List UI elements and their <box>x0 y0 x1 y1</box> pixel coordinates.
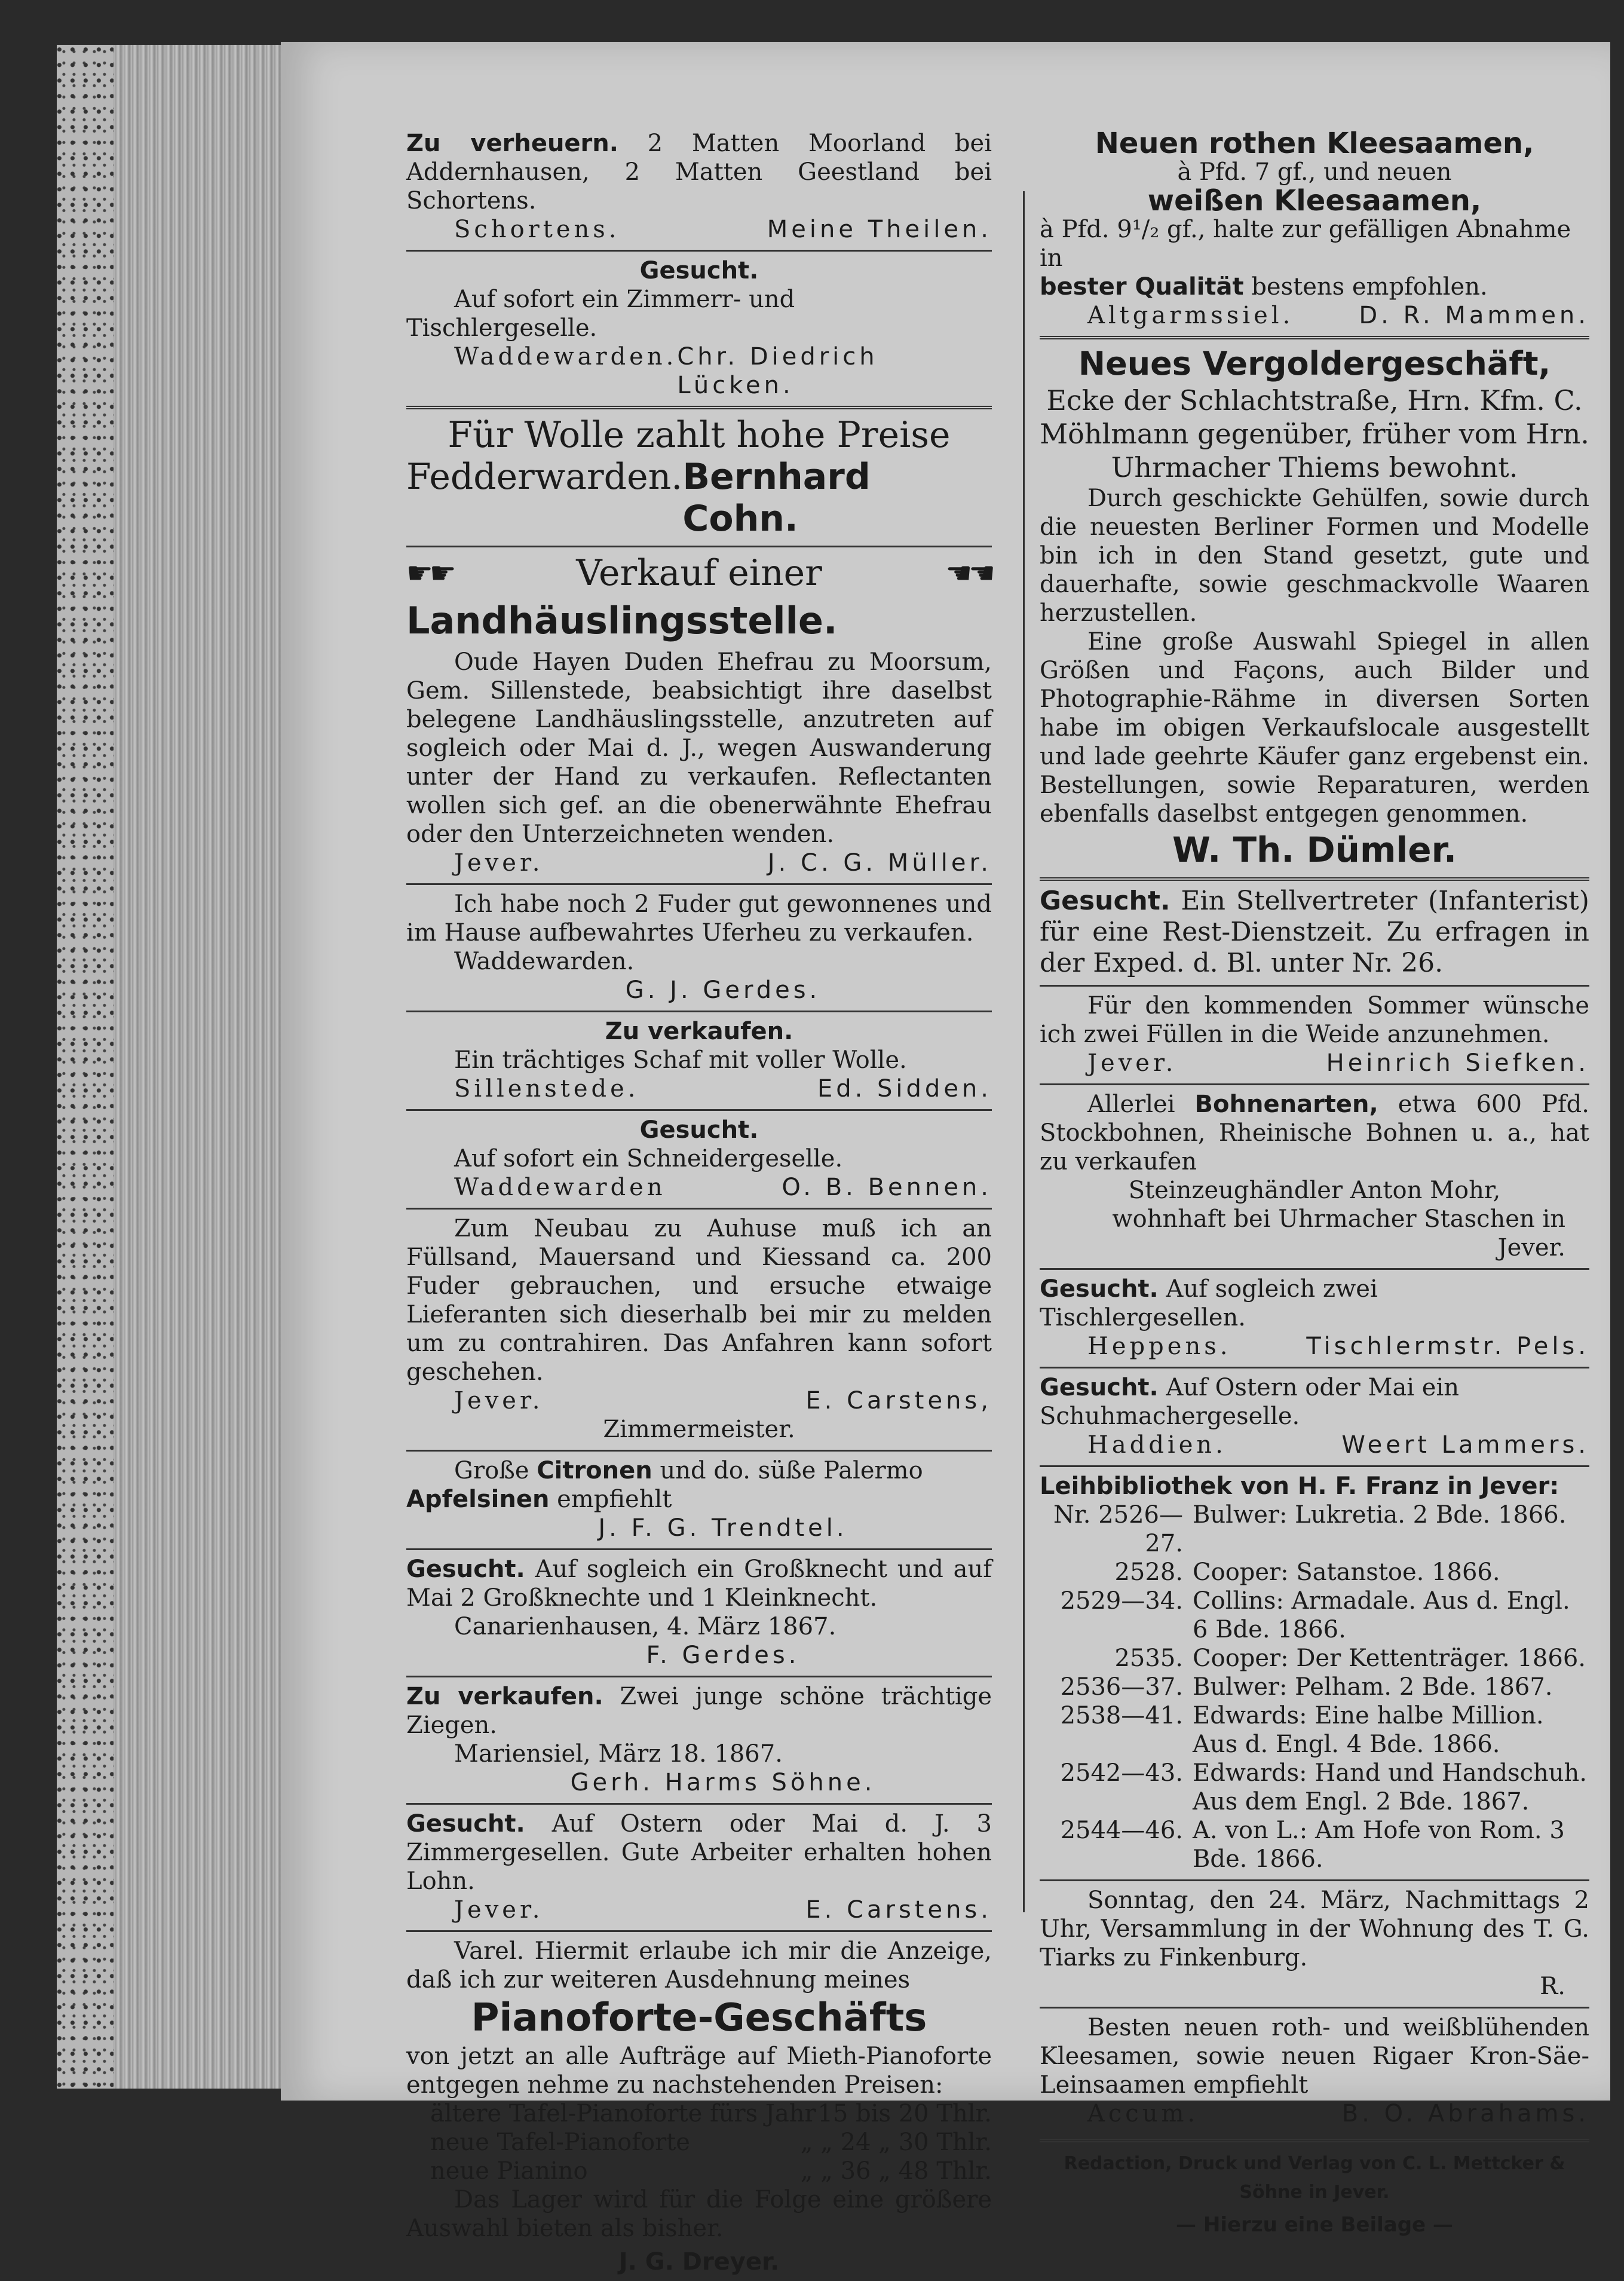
book-title: Bulwer: Lukretia. 2 Bde. 1866. <box>1193 1501 1567 1529</box>
price-item: ältere Tafel-Pianoforte fürs Jahr <box>430 2100 816 2127</box>
ad-signature: Waddewarden. Chr. Diedrich Lücken. <box>454 343 878 399</box>
ad-signature: Schortens. Meine Theilen. <box>454 216 992 243</box>
book-title: A. von L.: Am Hofe von Rom. 3 Bde. 1866. <box>1193 1817 1565 1873</box>
ad-title: Gesucht. <box>406 1810 525 1838</box>
ad-separator <box>406 546 992 547</box>
ad-separator <box>406 1676 992 1677</box>
ad-separator <box>1040 336 1589 339</box>
footer-imprint: Redaction, Druck und Verlag von C. L. Mettcker & Söhne in Jever. <box>1064 2153 1565 2203</box>
book-title: Bulwer: Pelham. 2 Bde. 1867. <box>1193 1673 1553 1701</box>
ad-separator <box>1040 1083 1589 1085</box>
ad-schaf <box>406 1014 992 1108</box>
ad-signature: Fedderwarden. Bernhard Cohn. <box>406 456 871 540</box>
ad-headline: Für Wolle zahlt hohe Preise <box>448 414 951 456</box>
ad-text: Zwei junge schöne trächtige Ziegen. <box>406 1683 992 1739</box>
book-number: Nr. 2526—27. <box>1053 1501 1183 1557</box>
book-title: Collins: Armadale. Aus d. Engl. 6 Bde. 1866. <box>1193 1587 1570 1643</box>
ad-text: Allerlei Bohnenarten, etwa 600 Pfd. Stockbohnen, Rheinische Bohnen u. a., hat zu verkaufen <box>1040 1091 1589 1175</box>
right-column <box>1040 125 1589 2237</box>
pointing-hand-right-icon: ☛☛ <box>406 556 453 590</box>
ad-grossknecht <box>406 1551 992 1674</box>
book-title: Edwards: Eine halbe Million. Aus d. Engl. 4 Bde. 1866. <box>1193 1702 1544 1758</box>
price-row <box>406 2157 992 2185</box>
book-entry <box>1040 1673 1589 1701</box>
ad-text: Auf sofort ein Schneidergeselle. <box>454 1145 843 1172</box>
ad-stellvertreter <box>1040 882 1589 984</box>
ad-schneider <box>406 1112 992 1207</box>
ad-text: Gesucht. Auf sogleich zwei Tischlergesellen. <box>1040 1275 1378 1331</box>
ad-separator <box>406 1803 992 1805</box>
ad-text: Für den kommenden Sommer wünsche ich zwei Füllen in die Weide anzunehmen. <box>1040 992 1589 1048</box>
ad-text: Große Citronen und do. süße Palermo <box>454 1457 923 1484</box>
ad-tischler <box>1040 1271 1589 1365</box>
ad-signature: G. J. Gerdes. <box>625 976 821 1004</box>
book-title: Edwards: Hand und Handschuh. Aus dem Engl. 2 Bde. 1867. <box>1193 1759 1588 1815</box>
ad-versammlung <box>1040 1882 1589 2006</box>
book-spine <box>57 45 114 2089</box>
ad-schuhmacher <box>1040 1370 1589 1464</box>
ad-vergolder <box>1040 341 1589 876</box>
ad-headline-row <box>406 552 992 594</box>
ad-separator <box>406 1109 992 1111</box>
ad-signature: Jever. E. Carstens, <box>454 1387 992 1414</box>
ad-separator <box>1040 985 1589 987</box>
ad-text: Eine große Auswahl Spiegel in allen Größen und Façons, auch Bilder und Photographie-Rähme in diversen Sorten habe im obigen Verkaufslocale ausgestellt und lade geehrte Käufer ganz ergebenst ein. Bestellungen, sowie Reparaturen, werden ebenfalls daselbst entgegen genommen. <box>1040 628 1589 828</box>
ad-separator <box>1040 1268 1589 1270</box>
ad-separator <box>406 1450 992 1452</box>
footer-rule <box>1040 2139 1589 2142</box>
ad-closing: Das Lager wird für die Folge eine größere Auswahl bieten als bisher. <box>406 2186 992 2242</box>
ad-text: Auf sofort ein Zimmerr- und Tischlergeselle. <box>406 286 795 342</box>
ad-landhaus <box>406 549 992 882</box>
book-entry <box>1040 1759 1589 1816</box>
ad-separator <box>406 250 992 252</box>
ad-neubau <box>406 1211 992 1449</box>
ad-title: Gesucht. <box>639 257 759 284</box>
left-column <box>406 125 992 2276</box>
ad-dateline: Mariensiel, März 18. 1867. <box>454 1740 783 1768</box>
ad-signature: J. F. G. Trendtel. <box>598 1514 848 1542</box>
ad-text: Besten neuen roth- und weißblühenden Kleesamen, sowie neuen Rigaer Kron-Säe-Leinsaamen empfiehlt <box>1040 2014 1589 2099</box>
ad-headline: Neuen rothen Kleesaamen, <box>1095 127 1534 160</box>
ad-text-line2: Apfelsinen empfiehlt <box>406 1486 672 1513</box>
price-row <box>406 2128 992 2157</box>
ad-signature: Accum. B. O. Abrahams. <box>1087 2100 1589 2127</box>
ad-signature: J. G. Dreyer. <box>618 2248 780 2276</box>
book-number: 2535. <box>1114 1645 1183 1672</box>
ad-fuellen <box>1040 988 1589 1082</box>
book-entry <box>1040 1587 1589 1644</box>
ad-zimmergesellen <box>406 1806 992 1929</box>
book-list <box>1040 1501 1589 1873</box>
ad-signature: Jever. Heinrich Siefken. <box>1087 1049 1589 1077</box>
ad-signature: Altgarmssiel. D. R. Mammen. <box>1087 302 1589 329</box>
ad-text: von jetzt an alle Aufträge auf Mieth-Pianoforte entgegen nehme zu nachstehenden Preisen: <box>406 2043 992 2099</box>
ad-gesucht-zimmer <box>406 253 992 405</box>
ad-text: Sonntag, den 24. März, Nachmittags 2 Uhr, Versammlung in der Wohnung des T. G. Tiarks zu Finkenburg. <box>1040 1887 1589 1971</box>
ad-wolle <box>406 411 992 544</box>
book-number: 2528. <box>1114 1559 1183 1586</box>
book-title: Cooper: Der Kettenträger. 1866. <box>1193 1645 1586 1672</box>
ad-title: Gesucht. <box>639 1116 759 1144</box>
ad-text: Ich habe noch 2 Fuder gut gewonnenes und im Hause aufbewahrtes Uferheu zu verkaufen. <box>406 890 992 947</box>
ad-subtitle: Ecke der Schlachtstraße, Hrn. Kfm. C. Möhlmann gegenüber, früher vom Hrn. Uhrmacher Thiems bewohnt. <box>1040 384 1589 483</box>
footer-supplement: — Hierzu eine Beilage — <box>1176 2213 1453 2237</box>
book-number: 2529—34. <box>1060 1587 1183 1615</box>
ad-text: à Pfd. 9¹/₂ gf., halte zur gefälligen Abnahme in <box>1040 216 1571 272</box>
ad-title: Neues Vergoldergeschäft, <box>1078 345 1551 382</box>
ad-title: Gesucht. <box>1040 886 1170 916</box>
ad-title: Pianoforte-Geschäfts <box>471 1996 927 2040</box>
ad-headline: weißen Kleesaamen, <box>1147 184 1482 218</box>
ad-headline-row <box>406 594 992 648</box>
book-title: Cooper: Satanstoe. 1866. <box>1193 1559 1500 1586</box>
ad-separator <box>406 1208 992 1210</box>
ad-text: Auf Ostern oder Mai d. J. 3 Zimmergesellen. Gute Arbeiter erhalten hohen Lohn. <box>406 1810 992 1895</box>
ad-signature: F. Gerdes. <box>646 1642 800 1669</box>
book-entry <box>1040 1501 1589 1558</box>
ad-signature: Gerh. Harms Söhne. <box>570 1769 876 1796</box>
ad-citronen <box>406 1453 992 1547</box>
ad-separator <box>406 1930 992 1932</box>
book-entry <box>1040 1558 1589 1587</box>
ad-text: Auf sogleich ein Großknecht und auf Mai 2 Großknechte und 1 Kleinknecht. <box>406 1556 992 1612</box>
price-value: „ „ 24 „ 30 Thlr. <box>800 2129 992 2156</box>
ad-title: Landhäuslingsstelle. <box>406 599 838 642</box>
book-entry <box>1040 1816 1589 1873</box>
ad-title: Leihbibliothek von H. F. Franz in Jever: <box>1040 1472 1559 1500</box>
ad-signature: Jever. E. Carstens. <box>454 1896 992 1924</box>
book-number: 2544—46. <box>1060 1817 1183 1844</box>
ad-text: Durch geschickte Gehülfen, sowie durch die neuesten Berliner Formen und Modelle bin ich in den Stand gesetzt, gute und dauerhafte, sowie geschmackvolle Waaren herzustellen. <box>1040 485 1589 627</box>
ad-text: Gesucht. Auf Ostern oder Mai ein Schuhmachergeselle. <box>1040 1374 1460 1430</box>
ad-klee <box>1040 125 1589 335</box>
ad-text: à Pfd. 7 gf., und neuen <box>1177 158 1452 186</box>
price-list <box>406 2099 992 2185</box>
ad-signature: W. Th. Dümler. <box>1172 829 1457 870</box>
ad-text: Zum Neubau zu Auhuse muß ich an Füllsand, Mauersand und Kiessand ca. 200 Fuder gebrauchen, und ersuche etwaige Lieferanten sich dieserhalb bei mir zu melden um zu contrahiren. Das Anfahren kann sofort geschehen. <box>406 1215 992 1386</box>
ad-separator <box>1040 1879 1589 1881</box>
ad-piano <box>406 1933 992 2281</box>
pointing-hand-left-icon: ☚☚ <box>945 556 992 590</box>
ad-title: Zu verheuern. <box>406 130 618 157</box>
ad-title: Zu verkaufen. <box>406 1683 603 1710</box>
price-row <box>406 2099 992 2128</box>
ad-signature: Waddewarden O. B. Bennen. <box>454 1174 992 1201</box>
ad-text: Ein Stellvertreter (Infanterist) für eine Rest-Dienstzeit. Zu erfragen in der Exped. d. Bl. unter Nr. 26. <box>1040 886 1589 978</box>
ad-separator <box>406 406 992 409</box>
ad-separator <box>406 1011 992 1012</box>
ad-vendor: Steinzeughändler Anton Mohr, <box>1128 1177 1501 1204</box>
book-number: 2542—43. <box>1060 1759 1183 1787</box>
ad-separator <box>406 1548 992 1550</box>
price-item: neue Pianino <box>430 2157 588 2185</box>
book-number: 2536—37. <box>1060 1673 1183 1701</box>
ad-separator <box>1040 2007 1589 2008</box>
ad-separator <box>1040 877 1589 881</box>
ad-separator <box>406 883 992 885</box>
ad-role: Zimmermeister. <box>603 1416 795 1443</box>
ad-intro: Varel. Hiermit erlaube ich mir die Anzeige, daß ich zur weiteren Ausdehnung meines <box>406 1937 992 1994</box>
book-entry <box>1040 1644 1589 1673</box>
price-value: 15 bis 20 Thlr. <box>817 2100 992 2127</box>
ad-leinsaamen <box>1040 2010 1589 2133</box>
ad-signature: R. <box>1540 1973 1565 2000</box>
ad-bohnen <box>1040 1086 1589 1267</box>
ad-text: Oude Hayen Duden Ehefrau zu Moorsum, Gem. Sillenstede, beabsichtigt ihre daselbst belegene Landhäuslingsstelle, anzutreten auf sogleich oder Mai d. J., wegen Auswanderung unter der Hand zu verkaufen. Reflectanten wollen sich gef. an die obenerwähnte Ehefrau oder den Unterzeichneten wenden. <box>406 648 992 848</box>
book-number: 2538—41. <box>1060 1702 1183 1729</box>
ad-address: wohnhaft bei Uhrmacher Staschen in Jever. <box>1112 1205 1565 1262</box>
ad-leihbibliothek <box>1040 1468 1589 1878</box>
ad-signature: Haddien. Weert Lammers. <box>1087 1431 1589 1459</box>
book-entry <box>1040 1701 1589 1759</box>
ad-place: Waddewarden. <box>454 948 635 975</box>
ad-text: 2 Matten Moorland bei Addernhausen, 2 Matten Geestland bei Schortens. <box>406 130 992 215</box>
ad-headline: Verkauf einer <box>576 552 822 594</box>
price-value: „ „ 36 „ 48 Thlr. <box>800 2157 992 2185</box>
ad-title: Gesucht. <box>406 1556 525 1583</box>
ad-separator <box>1040 1367 1589 1368</box>
price-item: neue Tafel-Pianoforte <box>430 2129 690 2156</box>
ad-title: Zu verkaufen. <box>605 1018 793 1045</box>
ad-verheuern <box>406 125 992 249</box>
ad-heu <box>406 886 992 1009</box>
ad-signature: Heppens. Tischlermstr. Pels. <box>1087 1333 1589 1360</box>
ad-signature: Jever. J. C. G. Müller. <box>454 849 992 877</box>
ad-separator <box>1040 1465 1589 1467</box>
ad-signature: Sillenstede. Ed. Sidden. <box>454 1075 992 1103</box>
ad-text: Ein trächtiges Schaf mit voller Wolle. <box>454 1046 907 1074</box>
column-divider <box>1023 191 1025 1912</box>
ad-ziegen <box>406 1679 992 1802</box>
ad-text: bester Qualität bestens empfohlen. <box>1040 273 1488 301</box>
ad-dateline: Canarienhausen, 4. März 1867. <box>454 1613 836 1640</box>
